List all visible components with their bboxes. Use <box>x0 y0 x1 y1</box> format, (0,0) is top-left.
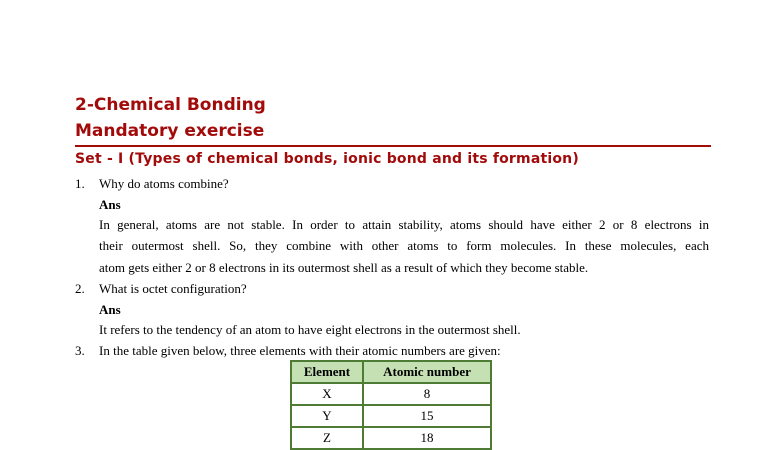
table-cell-element: Z <box>291 427 363 449</box>
table-cell-atomic-number: 15 <box>363 405 491 427</box>
chapter-title: 2-Chemical Bonding <box>75 95 266 115</box>
question-1-answer-line-3: atom gets either 2 or 8 electrons in its outermost shell as a result of which they become stable. <box>99 260 589 275</box>
table-cell-element: X <box>291 383 363 405</box>
question-1-answer-label: Ans <box>99 197 121 212</box>
question-2-text: What is octet configuration? <box>99 281 247 296</box>
heading-divider <box>75 145 711 147</box>
question-2-answer-text: It refers to the tendency of an atom to have eight electrons in the outermost shell. <box>99 322 521 337</box>
table-row <box>291 405 491 427</box>
question-3-text: In the table given below, three elements with their atomic numbers are given: <box>99 343 501 358</box>
table-cell-element: Y <box>291 405 363 427</box>
question-1-answer-line-2: their outermost shell. So, they combine with other atoms to form molecules. In these molecules, each <box>99 238 709 253</box>
table-row <box>291 427 491 449</box>
question-1-text: Why do atoms combine? <box>99 176 229 191</box>
question-1-number: 1. <box>75 176 85 191</box>
table-header-row <box>291 361 491 383</box>
table-header-element: Element <box>291 361 363 383</box>
exercise-subtitle: Mandatory exercise <box>75 121 265 141</box>
table-cell-atomic-number: 18 <box>363 427 491 449</box>
set-title: Set - I (Types of chemical bonds, ionic bond and its formation) <box>75 151 579 167</box>
question-2-answer-label: Ans <box>99 302 121 317</box>
table-header-atomic-number: Atomic number <box>363 361 491 383</box>
table-row <box>291 383 491 405</box>
atomic-number-table <box>290 360 492 450</box>
table-cell-atomic-number: 8 <box>363 383 491 405</box>
question-3-number: 3. <box>75 343 85 358</box>
question-2-number: 2. <box>75 281 85 296</box>
question-1-answer-line-1: In general, atoms are not stable. In order to attain stability, atoms should have either 2 or 8 electrons in <box>99 217 709 232</box>
